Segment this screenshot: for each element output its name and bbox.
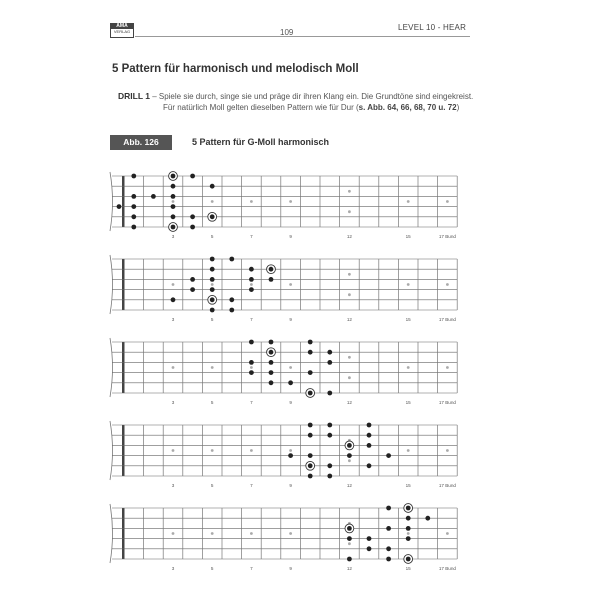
root-note-marker [210, 297, 215, 302]
fret-number-label: 3 [171, 317, 175, 322]
note-marker [131, 174, 136, 179]
fret-inlay-marker [172, 366, 175, 369]
note-marker [210, 257, 215, 262]
fret-number-label: 15 [405, 317, 411, 322]
note-marker [269, 360, 274, 365]
note-marker [249, 287, 254, 292]
fretboard-diagram-5 [0, 502, 600, 572]
fret-inlay-marker [446, 449, 449, 452]
fret-inlay-marker [211, 200, 214, 203]
note-marker [367, 423, 372, 428]
fret-inlay-marker [348, 376, 351, 379]
fret-inlay-marker [348, 542, 351, 545]
note-marker [367, 463, 372, 468]
nut [122, 176, 125, 227]
logo-bottom-text: VERLAG [113, 29, 131, 34]
fret-inlay-marker [407, 283, 410, 286]
note-marker [190, 225, 195, 230]
fret-inlay-marker [250, 532, 253, 535]
note-marker [406, 526, 411, 531]
note-marker [249, 340, 254, 345]
level-header: LEVEL 10 - HEAR [398, 23, 467, 32]
root-note-marker [406, 557, 411, 562]
note-marker [131, 204, 136, 209]
fret-number-label: 5 [210, 483, 214, 488]
fret-inlay-marker [250, 200, 253, 203]
fret-inlay-marker [348, 293, 351, 296]
fretboard-diagram-1 [0, 170, 600, 240]
note-marker [190, 174, 195, 179]
fret-inlay-marker [172, 200, 175, 203]
fret-inlay-marker [172, 532, 175, 535]
note-marker [288, 380, 293, 385]
fret-number-label: 12 [346, 234, 352, 239]
drill-line-1: – Spiele sie durch, singe sie und präge dir ihren Klang ein. Die Grundtöne sind eingekreist. [149, 92, 474, 101]
fret-number-label: 9 [289, 400, 292, 405]
fret-inlay-marker [250, 283, 253, 286]
fret-number-label: 3 [171, 566, 175, 571]
root-note-marker [347, 526, 352, 531]
note-marker [171, 194, 176, 199]
note-marker [308, 370, 313, 375]
note-marker [269, 277, 274, 282]
note-marker [406, 536, 411, 541]
logo-top-text: AMA [111, 24, 133, 29]
note-marker [249, 267, 254, 272]
fret-inlay-marker [407, 366, 410, 369]
figure-label: Abb. 126 [110, 135, 172, 150]
note-marker [308, 423, 313, 428]
fret-number-label: 12 [346, 400, 352, 405]
root-note-marker [269, 267, 274, 272]
note-marker [367, 536, 372, 541]
drill-label: DRILL 1 [118, 91, 150, 101]
fret-number-label: 9 [289, 483, 292, 488]
fret-inlay-marker [211, 366, 214, 369]
fret-number-label: 3 [171, 400, 175, 405]
fret-inlay-marker [250, 449, 253, 452]
fret-number-label: 15 [405, 566, 411, 571]
fret-number-label: 7 [250, 234, 253, 239]
note-marker [406, 516, 411, 521]
note-marker [190, 214, 195, 219]
note-marker [249, 370, 254, 375]
note-marker [327, 433, 332, 438]
fret-number-label: 7 [250, 483, 253, 488]
fret-inlay-marker [172, 283, 175, 286]
fret-inlay-marker [289, 366, 292, 369]
header-rule [135, 36, 470, 37]
note-marker [386, 453, 391, 458]
nut [122, 425, 125, 476]
fret-inlay-marker [446, 200, 449, 203]
note-marker [210, 184, 215, 189]
fretboard-diagram-3 [0, 336, 600, 406]
fret-number-label: 17 Bund [438, 483, 456, 488]
drill-reference: s. Abb. 64, 66, 68, 70 u. 72 [358, 103, 457, 112]
headstock-edge [110, 172, 113, 231]
note-marker [171, 184, 176, 189]
note-marker [190, 277, 195, 282]
note-marker [347, 536, 352, 541]
note-marker [229, 308, 234, 313]
note-marker [367, 546, 372, 551]
fret-inlay-marker [348, 210, 351, 213]
figure-title: 5 Pattern für G-Moll harmonisch [192, 137, 330, 147]
note-marker [210, 308, 215, 313]
note-marker [229, 297, 234, 302]
fret-inlay-marker [250, 366, 253, 369]
section-title: 5 Pattern für harmonisch und melodisch Moll [112, 63, 359, 75]
fret-number-label: 17 Bund [438, 400, 456, 405]
fretboard-diagram-2 [0, 253, 600, 323]
fret-number-label: 9 [289, 566, 292, 571]
fret-number-label: 17 Bund [438, 566, 456, 571]
fret-inlay-marker [407, 200, 410, 203]
note-marker [308, 474, 313, 479]
note-marker [269, 340, 274, 345]
note-marker [269, 370, 274, 375]
note-marker [367, 433, 372, 438]
note-marker [386, 506, 391, 511]
fret-number-label: 15 [405, 234, 411, 239]
drill-line-2: Für natürlich Moll gelten dieselben Pattern wie für Dur ( [163, 103, 359, 112]
root-note-marker [171, 225, 176, 230]
fret-number-label: 12 [346, 317, 352, 322]
note-marker [308, 453, 313, 458]
fret-inlay-marker [289, 532, 292, 535]
fret-number-label: 15 [405, 400, 411, 405]
note-marker [367, 443, 372, 448]
note-marker [210, 287, 215, 292]
note-marker [308, 350, 313, 355]
fret-number-label: 7 [250, 566, 253, 571]
fret-inlay-marker [211, 283, 214, 286]
note-marker [347, 453, 352, 458]
fret-number-label: 17 Bund [438, 234, 456, 239]
note-marker [190, 287, 195, 292]
fret-number-label: 3 [171, 234, 175, 239]
fret-number-label: 5 [210, 400, 214, 405]
fret-inlay-marker [446, 366, 449, 369]
page-number: 109 [280, 28, 294, 37]
note-marker [308, 340, 313, 345]
note-marker [131, 225, 136, 230]
headstock-edge [110, 338, 113, 397]
fret-inlay-marker [211, 532, 214, 535]
nut [122, 259, 125, 310]
headstock-edge [110, 421, 113, 480]
fret-number-label: 15 [405, 483, 411, 488]
fret-inlay-marker [211, 449, 214, 452]
root-note-marker [269, 350, 274, 355]
note-marker [347, 557, 352, 562]
fret-inlay-marker [407, 449, 410, 452]
root-note-marker [406, 506, 411, 511]
fret-number-label: 7 [250, 400, 253, 405]
fret-inlay-marker [289, 283, 292, 286]
note-marker [171, 214, 176, 219]
fret-number-label: 17 Bund [438, 317, 456, 322]
fret-inlay-marker [348, 459, 351, 462]
note-marker [151, 194, 156, 199]
nut [122, 508, 125, 559]
note-marker [425, 516, 430, 521]
fret-number-label: 5 [210, 566, 214, 571]
note-marker [131, 194, 136, 199]
fret-number-label: 3 [171, 483, 175, 488]
fret-number-label: 7 [250, 317, 253, 322]
note-marker [327, 423, 332, 428]
note-marker [229, 257, 234, 262]
note-marker [327, 463, 332, 468]
fret-inlay-marker [289, 449, 292, 452]
note-marker [249, 277, 254, 282]
note-marker [210, 267, 215, 272]
fret-number-label: 9 [289, 317, 292, 322]
drill-instructions [118, 91, 478, 113]
headstock-edge [110, 504, 113, 563]
note-marker [327, 391, 332, 396]
drill-line-2-end: ) [456, 103, 460, 112]
fretboard-diagram-4 [0, 419, 600, 489]
fret-inlay-marker [348, 190, 351, 193]
fret-number-label: 12 [346, 483, 352, 488]
fret-number-label: 5 [210, 234, 214, 239]
fret-number-label: 9 [289, 234, 292, 239]
drill-line-2-wrap [118, 102, 478, 113]
note-marker [327, 350, 332, 355]
fret-inlay-marker [289, 200, 292, 203]
note-marker [386, 557, 391, 562]
note-marker [117, 204, 122, 209]
root-note-marker [347, 443, 352, 448]
note-marker [327, 360, 332, 365]
publisher-logo [110, 23, 134, 38]
fret-number-label: 12 [346, 566, 352, 571]
fret-inlay-marker [172, 449, 175, 452]
root-note-marker [210, 214, 215, 219]
note-marker [249, 360, 254, 365]
note-marker [171, 297, 176, 302]
fret-number-label: 5 [210, 317, 214, 322]
note-marker [171, 204, 176, 209]
note-marker [386, 526, 391, 531]
fret-inlay-marker [446, 532, 449, 535]
nut [122, 342, 125, 393]
root-note-marker [308, 391, 313, 396]
note-marker [269, 380, 274, 385]
fret-inlay-marker [348, 273, 351, 276]
root-note-marker [171, 174, 176, 179]
note-marker [210, 277, 215, 282]
note-marker [308, 433, 313, 438]
note-marker [131, 214, 136, 219]
root-note-marker [308, 463, 313, 468]
note-marker [327, 474, 332, 479]
fret-inlay-marker [446, 283, 449, 286]
fret-inlay-marker [407, 532, 410, 535]
note-marker [386, 546, 391, 551]
fret-inlay-marker [348, 356, 351, 359]
headstock-edge [110, 255, 113, 314]
note-marker [288, 453, 293, 458]
